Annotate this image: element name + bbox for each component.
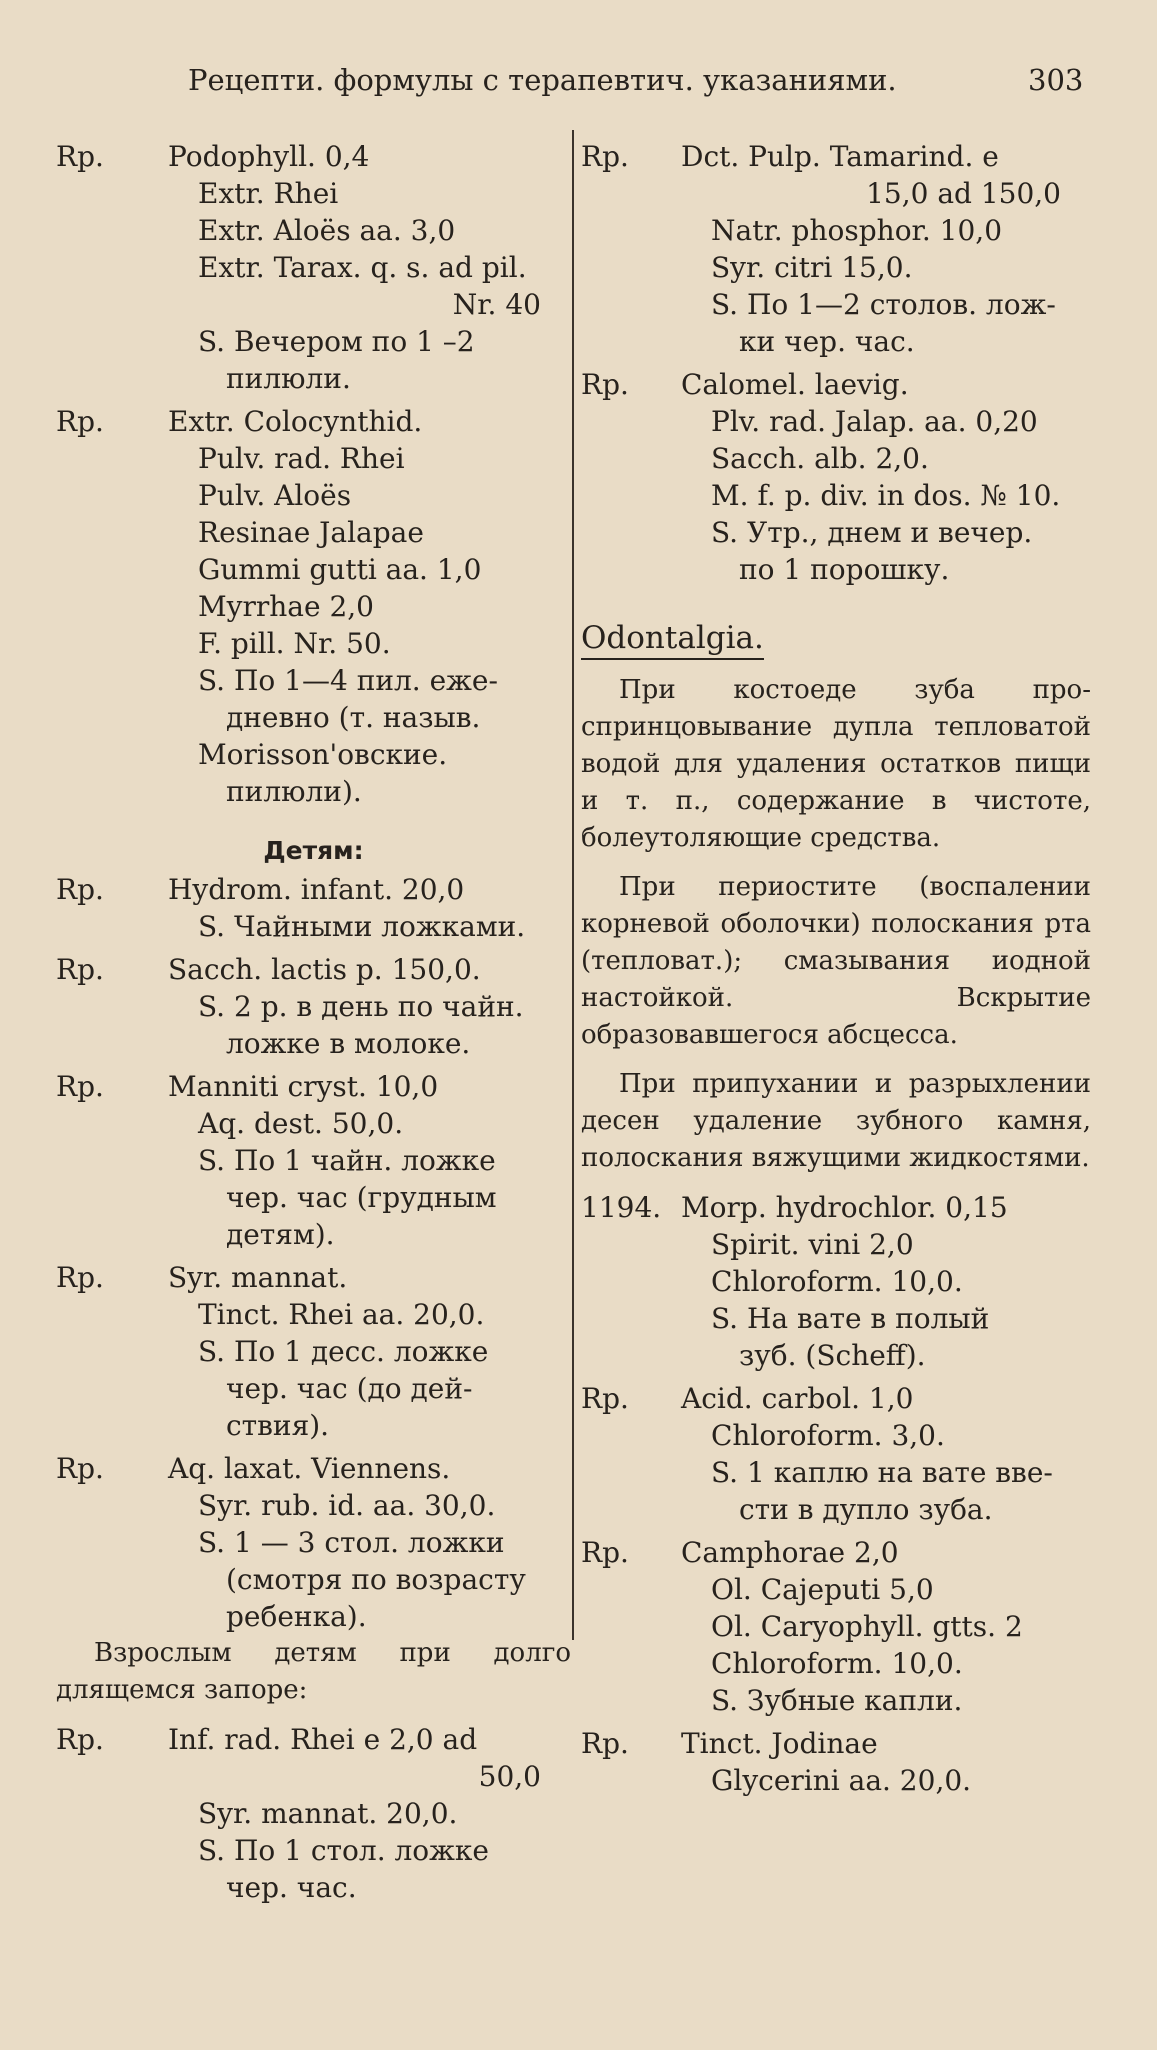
prescription-line: 50,0 — [478, 1760, 541, 1793]
prescription — [581, 366, 1091, 588]
prescription-line: Podophyll. 0,4 — [168, 140, 370, 173]
prescription-line: зуб. (Scheff). — [739, 1339, 926, 1372]
prescription-line: (смотря по возрасту — [226, 1563, 526, 1596]
prescription-label: Rp. — [56, 953, 104, 986]
prescription — [56, 1068, 571, 1253]
prescription-line: Pulv. rad. Rhei — [198, 442, 405, 475]
prescription-line: S. Утр., днем и вечер. — [711, 516, 1033, 549]
prescription-label: Rp. — [581, 1727, 629, 1760]
prescription-line: Ol. Caryophyll. gtts. 2 — [711, 1610, 1023, 1643]
prescription — [56, 951, 571, 1062]
prescription-line: пилюли. — [226, 362, 351, 395]
prescription-line: Sacch. lactis p. 150,0. — [168, 953, 481, 986]
prescription-line: Spirit. vini 2,0 — [711, 1228, 914, 1261]
prescription-line: Syr. mannat. 20,0. — [198, 1797, 458, 1830]
prescription-line: Tinct. Jodinae — [681, 1727, 878, 1760]
prescription — [56, 138, 571, 397]
prescription-line: дневно (т. назыв. — [226, 701, 481, 734]
paragraph: При припухании и разрыхлении десен удаление зубного камня, полоскания вяжущими жидкостями. — [581, 1069, 1091, 1173]
prescription-line: S. Чайными ложками. — [198, 910, 526, 943]
prescription-line: чер. час (до дей- — [226, 1372, 473, 1405]
prescription-label: Rp. — [581, 368, 629, 401]
prescription-line: по 1 порошку. — [739, 553, 950, 586]
prescription-label: 1194. — [581, 1191, 662, 1224]
prescription-line: S. По 1 чайн. ложке — [198, 1144, 496, 1177]
prescription-line: чер. час (грудным — [226, 1181, 497, 1214]
prescription-lines — [168, 871, 571, 945]
left-column — [56, 132, 571, 1906]
prescription-lines — [168, 1259, 571, 1444]
prescription-line: Ol. Cajeputi 5,0 — [711, 1573, 934, 1606]
prescription-line: Calomel. laevig. — [681, 368, 909, 401]
prescription — [56, 871, 571, 945]
prescription-label: Rp. — [581, 1382, 629, 1415]
prescription-lines — [168, 1721, 571, 1906]
prescription-line: Dct. Pulp. Tamarind. e — [681, 140, 999, 173]
prescription-line: Chloroform. 10,0. — [711, 1647, 963, 1680]
prescription-lines — [168, 138, 571, 397]
prescription-line: ствия). — [226, 1409, 330, 1442]
prescription-label: Rp. — [56, 873, 104, 906]
prescription-line: S. По 1 десс. ложке — [198, 1335, 489, 1368]
prescription-line: Sacch. alb. 2,0. — [711, 442, 929, 475]
prescription-line: ложке в молоке. — [226, 1027, 471, 1060]
prescription — [56, 403, 571, 810]
prescription-line: Resinae Jalapae — [198, 516, 424, 549]
prescription — [56, 1450, 571, 1635]
prescription-lines — [681, 1380, 1091, 1528]
prescription-line: Manniti cryst. 10,0 — [168, 1070, 439, 1103]
prescription-line: S. Зубные капли. — [711, 1684, 963, 1717]
prescription-lines — [681, 366, 1091, 588]
prescription-line: Inf. rad. Rhei e 2,0 ad — [168, 1723, 478, 1756]
prescription-label: Rp. — [56, 1723, 104, 1756]
prescription-line: Syr. citri 15,0. — [711, 251, 913, 284]
prescription-line: F. pill. Nr. 50. — [198, 627, 391, 660]
prescription-line: детям). — [226, 1218, 335, 1251]
prescription-label: Rp. — [56, 405, 104, 438]
prescription-label: Rp. — [581, 1536, 629, 1569]
prescription-line: Morp. hydrochlor. 0,15 — [681, 1191, 1008, 1224]
prescription-line: пилюли). — [226, 775, 362, 808]
prescription-line: Aq. laxat. Viennens. — [168, 1452, 451, 1485]
prescription-label: Rp. — [56, 1452, 104, 1485]
prescription-line: Extr. Tarax. q. s. ad pil. — [198, 251, 527, 284]
prescription-line: 15,0 ad 150,0 — [866, 177, 1061, 210]
prescription-line: S. 2 р. в день по чайн. — [198, 990, 524, 1023]
prescription-line: S. Вечером по 1 –2 — [198, 325, 475, 358]
header-title: Рецепти. формулы с терапевтич. указаниями. — [188, 63, 897, 97]
prescription-label: Rp. — [581, 140, 629, 173]
prescription-line: S. На вате в полый — [711, 1302, 990, 1335]
prescription-line: S. 1 — 3 стол. ложки — [198, 1526, 505, 1559]
prescription-lines — [681, 138, 1091, 360]
prescription-line: Syr. mannat. — [168, 1261, 348, 1294]
page-number: 303 — [1028, 63, 1084, 97]
prescription-line: Gummi gutti aa. 1,0 — [198, 553, 482, 586]
column-divider — [572, 130, 574, 1640]
prescription-line: Extr. Rhei — [198, 177, 339, 210]
prescription — [581, 1534, 1091, 1719]
prescription-line: S. По 1 стол. ложке — [198, 1834, 489, 1867]
prescription-line: Tinct. Rhei aa. 20,0. — [198, 1298, 485, 1331]
prescription-label: Rp. — [56, 140, 104, 173]
prescription-line: Aq. dest. 50,0. — [198, 1107, 404, 1140]
prescription-line: Myrrhae 2,0 — [198, 590, 374, 623]
prescription-line: Pulv. Aloës — [198, 479, 352, 512]
prescription-line: Extr. Colocynthid. — [168, 405, 423, 438]
prescription — [581, 1380, 1091, 1528]
prescription-line: Glycerini aa. 20,0. — [711, 1764, 972, 1797]
prescription-line: M. f. p. div. in dos. № 10. — [711, 479, 1061, 512]
prescription — [581, 1725, 1091, 1799]
prescription-line: чер. час. — [226, 1871, 357, 1904]
paragraph: При костоеде зуба про-спринцовывание дупла тепловатой водой для удаления остатков пищи и т. п., содержание в чистоте, болеутоляющие средства. — [581, 675, 1091, 853]
right-column — [581, 132, 1091, 1799]
prescription-line: Nr. 40 — [452, 288, 541, 321]
prescription-lines — [168, 403, 571, 810]
prescription-line: Extr. Aloës aa. 3,0 — [198, 214, 456, 247]
running-header — [0, 60, 1157, 110]
prescription-lines — [168, 1450, 571, 1635]
prescription-line: Syr. rub. id. aa. 30,0. — [198, 1489, 496, 1522]
prescription-line: Plv. rad. Jalap. aa. 0,20 — [711, 405, 1038, 438]
prescription-line: Hydrom. infant. 20,0 — [168, 873, 465, 906]
prescription-line: ки чер. час. — [739, 325, 915, 358]
prescription-lines — [168, 951, 571, 1062]
prescription-line: S. По 1—2 столов. лож- — [711, 288, 1056, 321]
prescription-line: Natr. phosphor. 10,0 — [711, 214, 1003, 247]
prescription — [56, 1259, 571, 1444]
prescription-line: Acid. carbol. 1,0 — [681, 1382, 914, 1415]
prescription-line: сти в дупло зуба. — [739, 1493, 993, 1526]
prescription-label: Rp. — [56, 1261, 104, 1294]
section-heading: Odontalgia. — [581, 618, 764, 660]
prescription-lines — [681, 1725, 1091, 1799]
prescription — [581, 138, 1091, 360]
prescription — [56, 1721, 571, 1906]
prescription-line: Camphorae 2,0 — [681, 1536, 899, 1569]
prescription-line: S. По 1—4 пил. еже- — [198, 664, 498, 697]
paragraph: Взрослым детям при долго длящемся запоре: — [56, 1638, 571, 1705]
prescription — [581, 1189, 1091, 1374]
prescription-lines — [681, 1534, 1091, 1719]
prescription-line: ребенка). — [226, 1600, 367, 1633]
prescription-line: Morisson'овские. — [198, 738, 448, 771]
prescription-lines — [168, 1068, 571, 1253]
prescription-line: Chloroform. 10,0. — [711, 1265, 963, 1298]
prescription-label: Rp. — [56, 1070, 104, 1103]
prescription-line: S. 1 каплю на вате вве- — [711, 1456, 1053, 1489]
prescription-line: Chloroform. 3,0. — [711, 1419, 945, 1452]
subsection-heading: Детям: — [263, 836, 364, 865]
prescription-lines — [681, 1189, 1091, 1374]
paragraph: При периостите (воспалении корневой оболочки) полоскания рта (тепловат.); смазывания иодной настойкой. Вскрытие образовавшегося абсцесса. — [581, 872, 1091, 1050]
